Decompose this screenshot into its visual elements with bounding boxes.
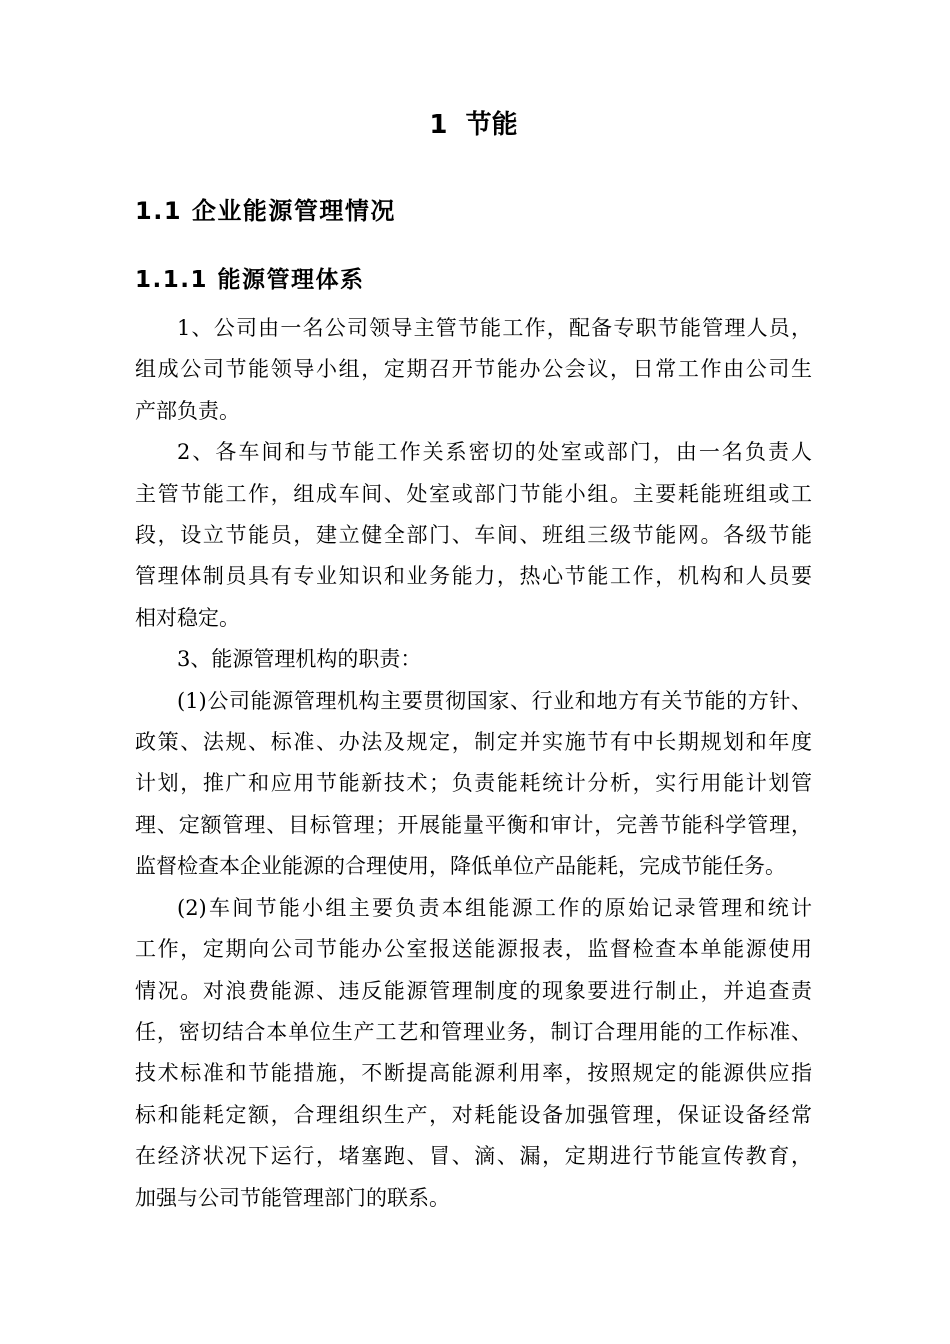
text-line: 主管节能工作，组成车间、处室或部门节能小组。主要耗能班组或工 [135,481,812,506]
text-line: 情况。对浪费能源、违反能源管理制度的现象要进行制止，并追查责 [135,978,812,1003]
text-line: 在经济状况下运行，堵塞跑、冒、滴、漏，定期进行节能宣传教育， [135,1144,812,1169]
text-line: 标和能耗定额，合理组织生产，对耗能设备加强管理，保证设备经常 [135,1102,812,1127]
subsection-heading: 1.1.1 能源管理体系 [135,267,365,293]
text-line: 监督检查本企业能源的合理使用，降低单位产品能耗，完成节能任务。 [135,854,786,879]
text-line: (2)车间节能小组主要负责本组能源工作的原始记录管理和统计 [177,895,812,920]
paragraph [135,888,812,1219]
document-title: 1 节能 [429,110,518,140]
text-line: 3、能源管理机构的职责： [177,647,422,672]
document-body [135,308,812,1219]
text-line: 组成公司节能领导小组，定期召开节能办公会议，日常工作由公司生 [135,357,812,382]
text-line: 技术标准和节能措施，不断提高能源利用率，按照规定的能源供应指 [135,1061,812,1086]
paragraph [135,639,812,680]
text-line: 2、各车间和与节能工作关系密切的处室或部门，由一名负责人 [177,440,812,465]
section-heading: 1.1 企业能源管理情况 [135,197,396,225]
text-line: 相对稳定。 [135,605,240,630]
text-line: 政策、法规、标准、办法及规定，制定并实施节有中长期规划和年度 [135,730,812,755]
text-line: 加强与公司节能管理部门的联系。 [135,1185,450,1210]
text-line: 1、公司由一名公司领导主管节能工作，配备专职节能管理人员， [177,316,812,340]
text-line: 管理体制员具有专业知识和业务能力，热心节能工作，机构和人员要 [135,564,812,589]
paragraph [135,681,812,888]
paragraph [135,308,812,432]
document-content [135,0,812,1219]
text-line: (1)公司能源管理机构主要贯彻国家、行业和地方有关节能的方针、 [177,688,812,713]
text-line: 产部负责。 [135,398,240,423]
text-line: 任，密切结合本单位生产工艺和管理业务，制订合理用能的工作标准、 [135,1019,812,1044]
text-line: 段，设立节能员，建立健全部门、车间、班组三级节能网。各级节能 [135,523,812,548]
text-line: 理、定额管理、目标管理；开展能量平衡和审计，完善节能科学管理， [135,812,812,837]
text-line: 计划，推广和应用节能新技术；负责能耗统计分析，实行用能计划管 [135,771,812,796]
text-line: 工作，定期向公司节能办公室报送能源报表，监督检查本单能源使用 [135,937,812,962]
paragraph [135,432,812,639]
